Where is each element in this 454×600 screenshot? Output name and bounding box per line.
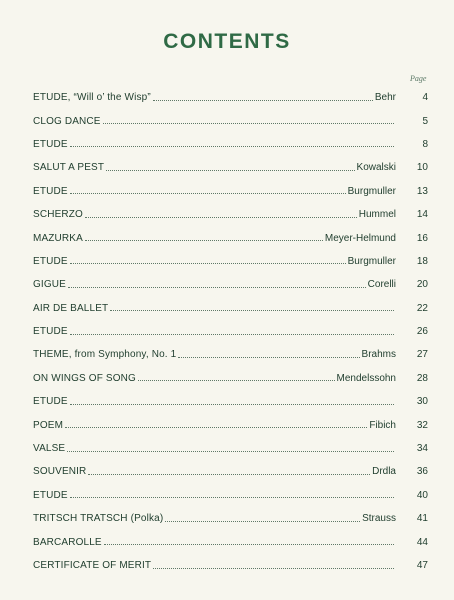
entry-page-number: 4 xyxy=(422,92,428,104)
entry-title: VALSE xyxy=(33,443,66,455)
toc-entry xyxy=(33,133,428,156)
toc-entry xyxy=(33,484,428,507)
entry-title: CLOG DANCE xyxy=(33,115,101,127)
entry-composer: Drdla xyxy=(372,466,396,478)
toc-entry xyxy=(33,437,428,460)
entry-page-number: 36 xyxy=(416,466,428,478)
entry-title: SALUT A PEST xyxy=(33,162,105,174)
toc-entry xyxy=(33,530,428,553)
toc-entry xyxy=(33,297,428,320)
entry-title: ETUDE, “Will o’ the Wisp” xyxy=(33,92,151,104)
toc-entry xyxy=(33,507,428,530)
dot-leader xyxy=(65,418,367,428)
entry-page-number: 13 xyxy=(416,185,428,197)
entry-page-number: 47 xyxy=(416,560,428,571)
toc-entry xyxy=(33,86,428,109)
entry-composer: Burgmuller xyxy=(347,255,396,267)
toc-entry xyxy=(33,343,428,366)
entry-title: THEME, from Symphony, No. 1 xyxy=(33,349,177,361)
entry-title: CERTIFICATE OF MERIT xyxy=(33,560,152,571)
entry-page-number: 8 xyxy=(422,138,428,150)
page-column-label: Page xyxy=(410,74,427,83)
dot-leader xyxy=(138,371,335,381)
entry-page-number: 10 xyxy=(416,162,428,174)
dot-leader xyxy=(103,114,394,124)
toc-entry xyxy=(33,413,428,436)
entry-page-number: 27 xyxy=(416,349,428,361)
entry-composer: Fibich xyxy=(369,419,396,431)
entry-title: BARCAROLLE xyxy=(33,536,102,548)
toc-entry xyxy=(33,180,428,203)
entry-composer: Burgmuller xyxy=(347,185,396,197)
dot-leader xyxy=(70,325,394,335)
entry-title: ETUDE xyxy=(33,185,68,197)
dot-leader xyxy=(178,348,359,358)
dot-leader xyxy=(68,278,366,288)
dot-leader xyxy=(153,559,394,569)
dot-leader xyxy=(104,535,394,545)
dot-leader xyxy=(67,442,394,452)
entry-page-number: 40 xyxy=(416,489,428,501)
entry-page-number: 32 xyxy=(416,419,428,431)
toc-entry xyxy=(33,109,428,132)
entry-title: AIR DE BALLET xyxy=(33,302,109,314)
entry-title: ETUDE xyxy=(33,396,68,408)
page-title: CONTENTS xyxy=(163,30,291,53)
toc-entry xyxy=(33,367,428,390)
entry-page-number: 18 xyxy=(416,255,428,267)
entry-title: SOUVENIR xyxy=(33,466,87,478)
toc-entry xyxy=(33,250,428,273)
entry-page-number: 30 xyxy=(416,396,428,408)
dot-leader xyxy=(165,512,360,522)
contents-list xyxy=(33,86,428,577)
entry-title: GIGUE xyxy=(33,279,66,291)
dot-leader xyxy=(70,254,346,264)
toc-entry xyxy=(33,460,428,483)
entry-composer: Hummel xyxy=(358,209,396,221)
dot-leader xyxy=(70,395,394,405)
entry-composer: Meyer-Helmund xyxy=(324,232,396,244)
toc-entry xyxy=(33,203,428,226)
entry-page-number: 20 xyxy=(416,279,428,291)
dot-leader xyxy=(70,488,394,498)
entry-page-number: 22 xyxy=(416,302,428,314)
entry-title: ETUDE xyxy=(33,138,68,150)
entry-title: ETUDE xyxy=(33,326,68,338)
entry-composer: Behr xyxy=(374,92,396,104)
toc-entry xyxy=(33,156,428,179)
toc-entry xyxy=(33,554,428,577)
entry-title: ETUDE xyxy=(33,255,68,267)
entry-page-number: 41 xyxy=(416,513,428,525)
dot-leader xyxy=(70,137,394,147)
entry-page-number: 26 xyxy=(416,326,428,338)
dot-leader xyxy=(85,231,323,241)
entry-page-number: 14 xyxy=(416,209,428,221)
entry-title: MAZURKA xyxy=(33,232,83,244)
dot-leader xyxy=(106,161,354,171)
dot-leader xyxy=(70,184,346,194)
toc-entry xyxy=(33,320,428,343)
entry-composer: Mendelssohn xyxy=(336,372,396,384)
entry-page-number: 16 xyxy=(416,232,428,244)
entry-composer: Strauss xyxy=(362,513,396,525)
entry-page-number: 44 xyxy=(416,536,428,548)
entry-page-number: 34 xyxy=(416,443,428,455)
entry-composer: Brahms xyxy=(361,349,396,361)
toc-entry xyxy=(33,390,428,413)
dot-leader xyxy=(153,91,373,101)
entry-title: ETUDE xyxy=(33,489,68,501)
entry-title: ON WINGS OF SONG xyxy=(33,372,136,384)
entry-title: SCHERZO xyxy=(33,209,83,221)
entry-title: POEM xyxy=(33,419,64,431)
entry-page-number: 5 xyxy=(422,115,428,127)
entry-composer: Kowalski xyxy=(356,162,396,174)
dot-leader xyxy=(88,465,370,475)
toc-entry xyxy=(33,226,428,249)
entry-composer: Corelli xyxy=(367,279,396,291)
dot-leader xyxy=(85,208,357,218)
dot-leader xyxy=(110,301,394,311)
toc-entry xyxy=(33,273,428,296)
entry-title: TRITSCH TRATSCH (Polka) xyxy=(33,513,164,525)
entry-page-number: 28 xyxy=(416,372,428,384)
